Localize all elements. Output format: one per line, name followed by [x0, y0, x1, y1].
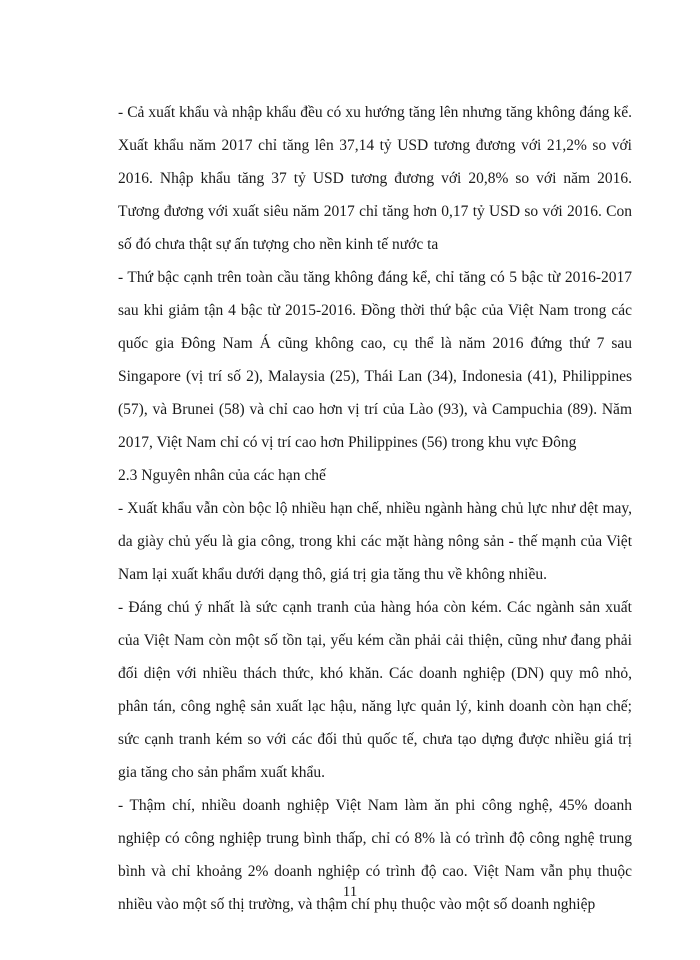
body-text	[118, 96, 632, 921]
paragraph-export-limitations: - Xuất khẩu vẫn còn bộc lộ nhiều hạn chế, nhiều ngành hàng chủ lực như dệt may, da giày chủ yếu là gia công, trong khi các mặt hàng nông sản - thế mạnh của Việt Nam lại xuất khẩu dưới dạng thô, giá trị gia tăng thu về không nhiều.	[118, 500, 632, 583]
section-heading: 2.3 Nguyên nhân của các hạn chế	[118, 467, 326, 484]
page-number: 11	[342, 884, 358, 900]
paragraph-export-import-growth: - Cả xuất khẩu và nhập khẩu đều có xu hướng tăng lên nhưng tăng không đáng kể. Xuất khẩu năm 2017 chỉ tăng lên 37,14 tỷ USD tương đương với 21,2% so với 2016. Nhập khẩu tăng 37 tỷ USD tương đương với 20,8% so với năm 2016. Tương đương với xuất siêu năm 2017 chỉ tăng hơn 0,17 tỷ USD so với 2016. Con số đó chưa thật sự ấn tượng cho nền kinh tế nước ta	[118, 104, 632, 253]
paragraph-weak-competitiveness: - Đáng chú ý nhất là sức cạnh tranh của hàng hóa còn kém. Các ngành sản xuất của Việt Nam còn một số tồn tại, yếu kém cần phải cải thiện, cũng như đang phải đối diện với nhiều thách thức, khó khăn. Các doanh nghiệp (DN) quy mô nhỏ, phân tán, công nghệ sản xuất lạc hậu, năng lực quản lý, kinh doanh còn hạn chế; sức cạnh tranh kém so với các đối thủ quốc tế, chưa tạo dựng được nhiều giá trị gia tăng cho sản phẩm xuất khẩu.	[118, 599, 632, 781]
paragraph-technology-level: - Thậm chí, nhiều doanh nghiệp Việt Nam làm ăn phi công nghệ, 45% doanh nghiệp có công nghiệp trung bình thấp, chỉ có 8% là có trình độ công nghệ trung bình và chỉ khoảng 2% doanh nghiệp có trình độ cao. Việt Nam vẫn phụ thuộc nhiều vào một số thị trường, và thậm chí phụ thuộc vào một số doanh nghiệp	[118, 797, 632, 913]
paragraph-competitiveness-ranking: - Thứ bậc cạnh trên toàn cầu tăng không đáng kể, chỉ tăng có 5 bậc từ 2016-2017 sau khi giảm tận 4 bậc từ 2015-2016. Đồng thời thứ bậc của Việt Nam trong các quốc gia Đông Nam Á cũng không cao, cụ thể là năm 2016 đứng thứ 7 sau Singapore (vị trí số 2), Malaysia (25), Thái Lan (34), Indonesia (41), Philippines (57), và Brunei (58) và chỉ cao hơn vị trí của Lào (93), và Campuchia (89). Năm 2017, Việt Nam chỉ có vị trí cao hơn Philippines (56) trong khu vực Đông	[118, 269, 632, 451]
